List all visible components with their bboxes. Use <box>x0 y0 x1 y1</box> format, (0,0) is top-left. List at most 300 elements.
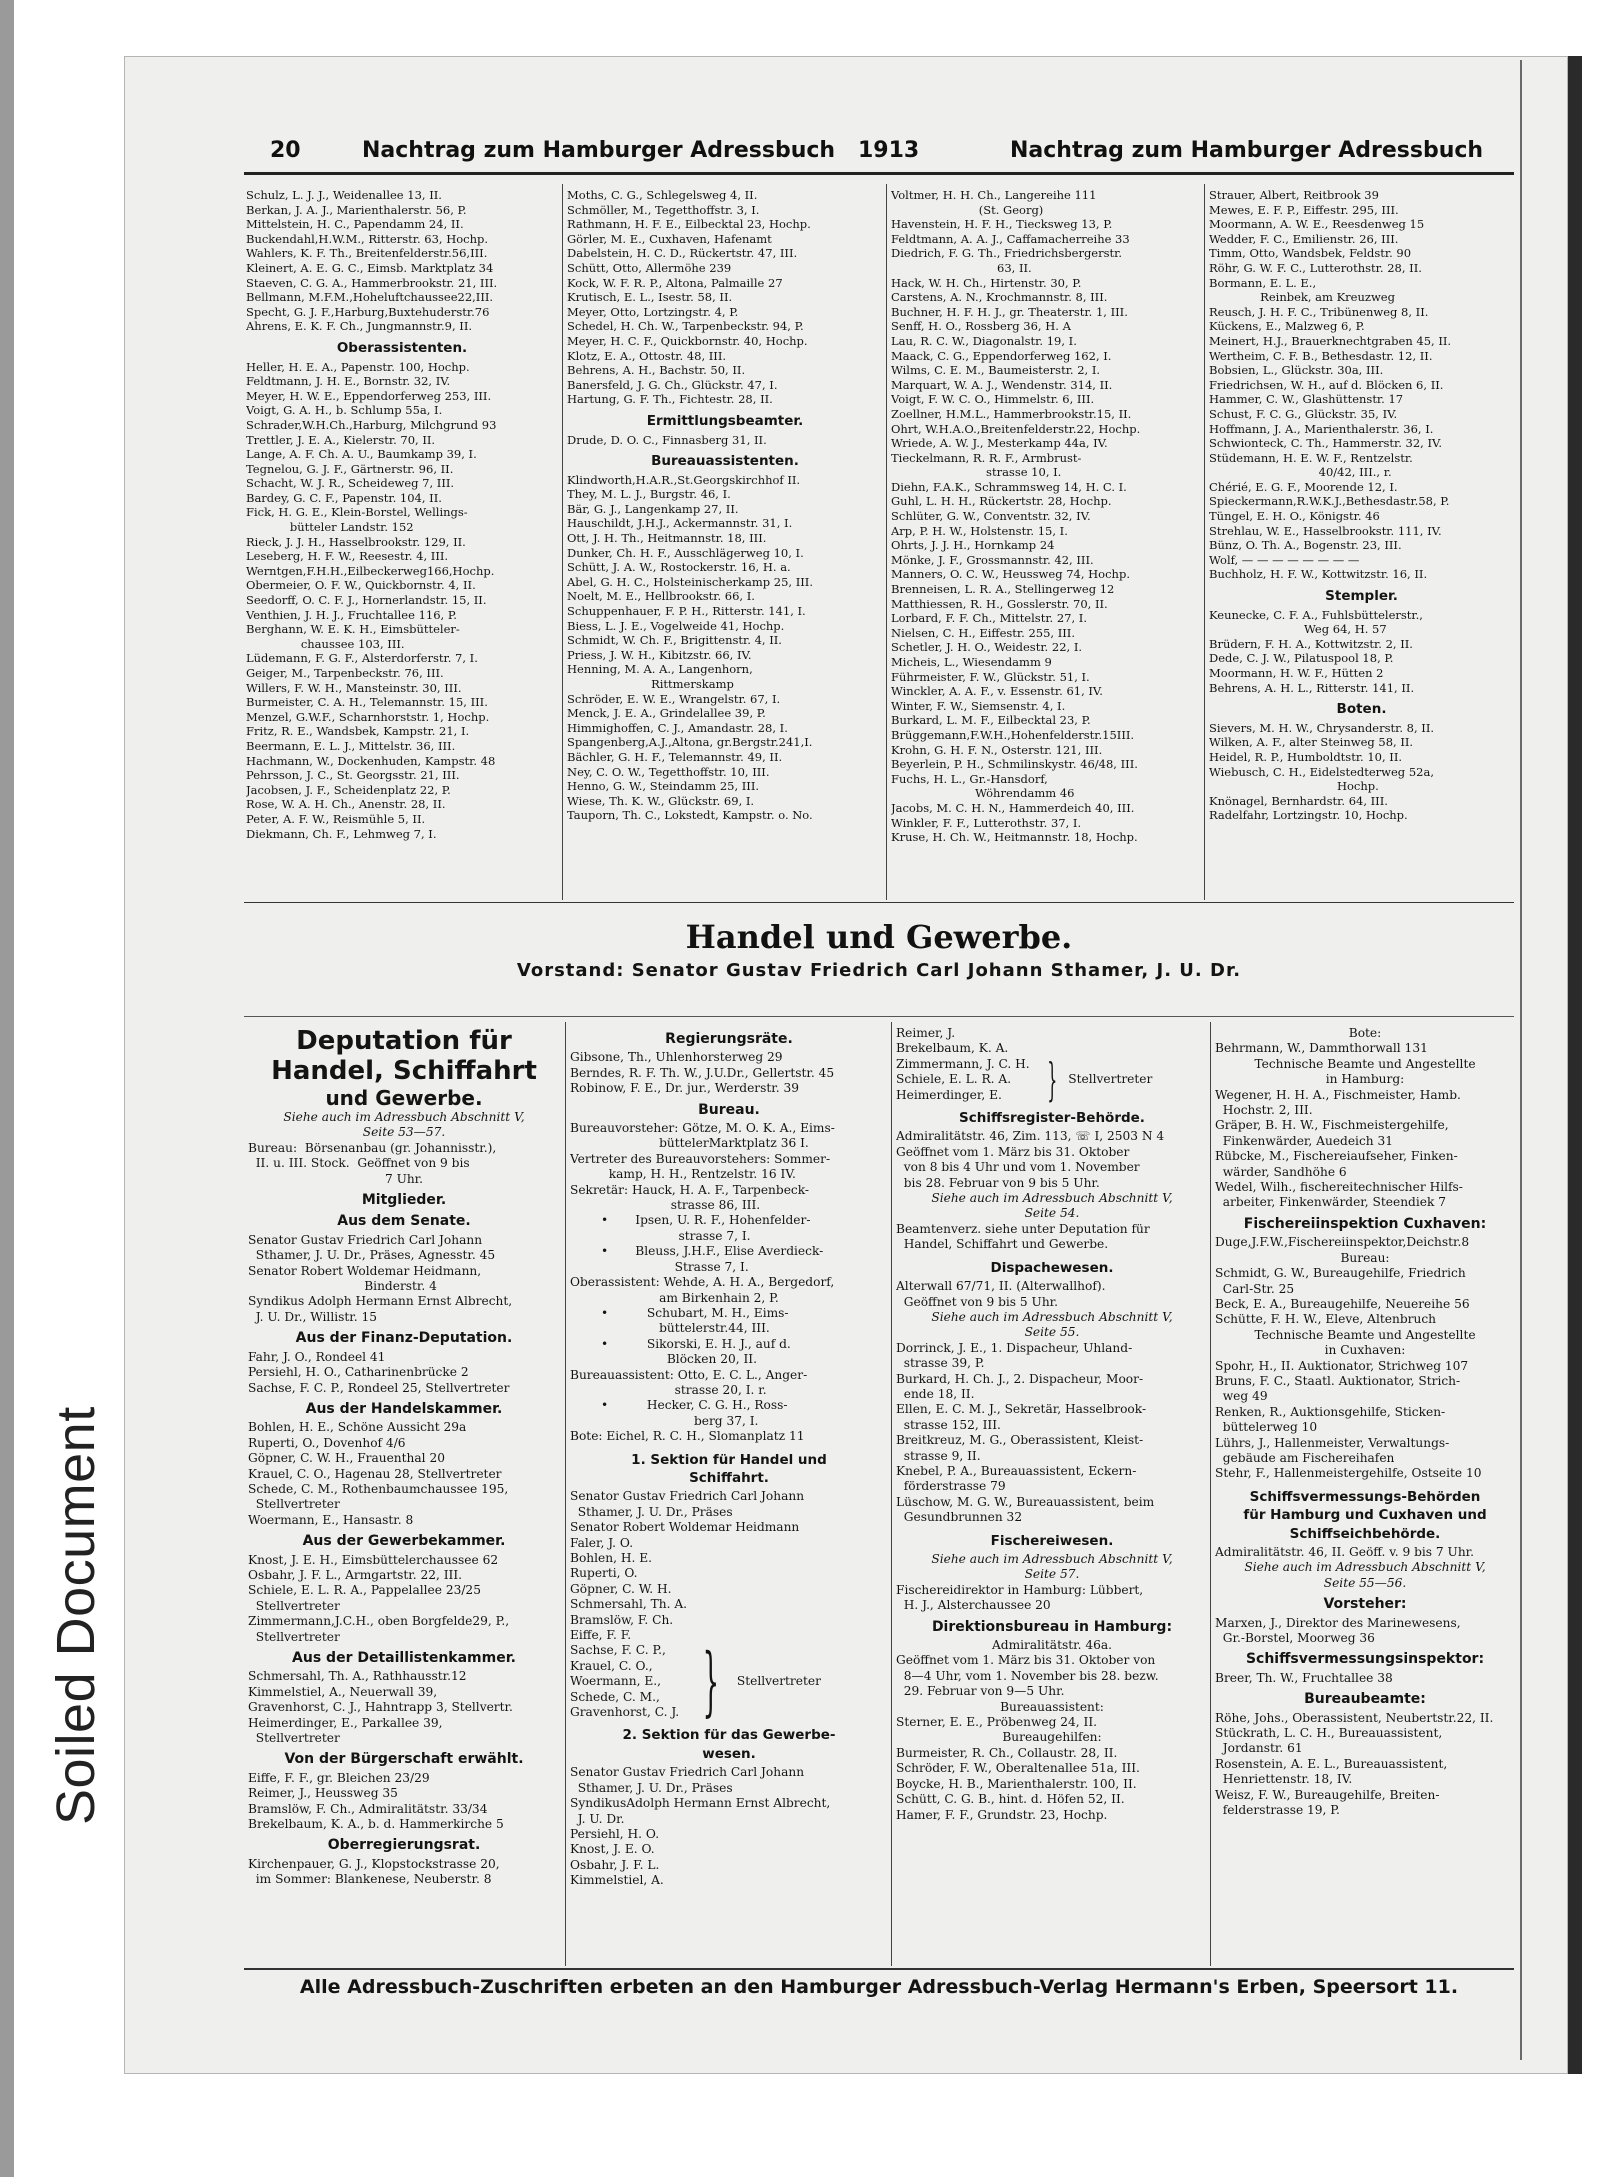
entry-line: weg 49 <box>1215 1389 1268 1404</box>
top-column-2 <box>567 188 883 900</box>
entry-line: Voigt, F. W. C. O., Himmelstr. 6, III. <box>891 392 1095 407</box>
section-heading: Ermittlungsbeamter. <box>646 412 804 429</box>
entry-line: Boycke, H. B., Marienthalerstr. 100, II. <box>896 1776 1137 1791</box>
entry-line: Bünz, O. Th. A., Bogenstr. 23, III. <box>1209 538 1402 553</box>
entry-line: Osbahr, J. F. L., Armgartstr. 22, III. <box>248 1567 463 1582</box>
entry-line: Reinbek, am Kreuzweg <box>1209 290 1395 305</box>
entry-line: Tauporn, Th. C., Lokstedt, Kampstr. o. No. <box>567 808 813 823</box>
entry-line: Senator Robert Woldemar Heidmann <box>570 1520 800 1535</box>
entry-line: Specht, G. J. F.,Harburg,Buxtehuderstr.76 <box>246 304 490 319</box>
entry-line: Kock, W. F. R. P., Altona, Palmaille 27 <box>567 275 783 290</box>
entry-line: Duge,J.F.W.,Fischereiinspektor,Deichstr.8 <box>1215 1235 1470 1250</box>
entry-line: SyndikusAdolph Hermann Ernst Albrecht, <box>570 1796 831 1811</box>
section-rule <box>244 902 1514 903</box>
entry-line: Marquart, W. A. J., Wendenstr. 314, II. <box>891 377 1113 392</box>
entry-line: • Ipsen, U. R. F., Hohenfelder- <box>570 1213 811 1228</box>
entry-line: Wolf, — — — — — — — — <box>1209 552 1360 567</box>
entry-line: Bächler, G. H. F., Telemannstr. 49, II. <box>567 749 783 764</box>
entry-line: Sekretär: Hauck, H. A. F., Tarpenbeck- <box>570 1182 810 1197</box>
section-heading: Bureau. <box>698 1101 760 1118</box>
entry-line: Heimerdinger, E., Parkallee 39, <box>248 1715 443 1730</box>
entry-line: Fuchs, H. L., Gr.-Hansdorf, <box>891 771 1048 786</box>
entry-line: Kruse, H. Ch. W., Heitmannstr. 18, Hochp. <box>891 830 1138 845</box>
entry-line: strasse 10, I. <box>891 465 1062 480</box>
entry-line: Bureau: Börsenanbau (gr. Johannisstr.), <box>248 1140 497 1155</box>
entry-line: Gravenhorst, C. J., Hahntrapp 3, Stellvertr. <box>248 1700 513 1715</box>
entry-line: Bruns, F. C., Staatl. Auktionator, Strich- <box>1215 1373 1461 1388</box>
entry-line: wärder, Sandhöhe 6 <box>1215 1164 1347 1179</box>
entry-line: Brekelbaum, K. A. <box>896 1041 1009 1056</box>
entry-line: Diekmann, Ch. F., Lehmweg 7, I. <box>246 826 437 841</box>
entry-line: Gibsone, Th., Uhlenhorsterweg 29 <box>570 1050 783 1065</box>
entry-line: Oberassistent: Wehde, A. H. A., Bergedorf, <box>570 1275 835 1290</box>
entry-line: Kimmelstiel, A., Neuerwall 39, <box>248 1684 438 1699</box>
entry-line: Sachse, F. C. P., <box>570 1643 666 1658</box>
centered-line: Bureau: <box>1340 1250 1390 1265</box>
entry-line: Wilken, A. F., alter Steinweg 58, II. <box>1209 735 1414 750</box>
entry-line: Knönagel, Bernhardstr. 64, III. <box>1209 793 1388 808</box>
entry-line: Hochstr. 2, III. <box>1215 1103 1313 1118</box>
entry-line: Drude, D. O. C., Finnasberg 31, II. <box>567 432 767 447</box>
entry-line: strasse 20, I. r. <box>570 1382 767 1397</box>
entry-line: Geöffnet vom 1. März bis 31. Oktober <box>896 1144 1130 1159</box>
entry-line: Ellen, E. C. M. J., Sekretär, Hasselbrook- <box>896 1402 1147 1417</box>
entry-line: Friedrichsen, W. H., auf d. Blöcken 6, II. <box>1209 377 1444 392</box>
section-heading: Mitglieder. <box>361 1192 447 1209</box>
entry-line: Marxen, J., Direktor des Marinewesens, <box>1215 1615 1461 1630</box>
entry-line: Tüngel, E. H. O., Königstr. 46 <box>1209 509 1380 524</box>
entry-line: Schlüter, G. W., Conventstr. 32, IV. <box>891 509 1091 524</box>
entry-line: Bote: Eichel, R. C. H., Slomanplatz 11 <box>570 1429 805 1444</box>
entry-line: Schetler, J. H. O., Weidestr. 22, I. <box>891 640 1083 655</box>
entry-line: Schwionteck, C. Th., Hammerstr. 32, IV. <box>1209 436 1442 451</box>
entry-line: Voltmer, H. H. Ch., Langereihe 111 <box>891 188 1097 202</box>
entry-line: strasse 7, I. <box>570 1228 751 1243</box>
entry-line: Rittmerskamp <box>567 677 734 691</box>
entry-line: Menck, J. E. A., Grindelallee 39, P. <box>567 706 766 721</box>
entry-line: Meyer, H. C. F., Quickbornstr. 40, Hochp. <box>567 333 808 348</box>
entry-line: Hamer, F. F., Grundstr. 23, Hochp. <box>896 1807 1108 1822</box>
cross-reference-note: Seite 55—56. <box>1323 1575 1407 1590</box>
entry-line: Strehlau, W. E., Hasselbrookstr. 111, IV. <box>1209 523 1442 538</box>
entry-line: Henriettenstr. 18, IV. <box>1215 1772 1353 1787</box>
entry-line: Feldtmann, A. A. J., Caffamacherreihe 33 <box>891 231 1130 246</box>
page-number: 20 <box>270 138 301 163</box>
entry-line: Krauel, C. O., Hagenau 28, Stellvertreter <box>248 1466 502 1481</box>
entry-line: Leseberg, H. F. W., Reesestr. 4, III. <box>246 549 449 564</box>
entry-line: • Bleuss, J.H.F., Elise Averdieck- <box>570 1244 824 1259</box>
entry-line: Senator Gustav Friedrich Carl Johann <box>570 1765 805 1780</box>
entry-line: Senff, H. O., Rossberg 36, H. A <box>891 319 1071 334</box>
entry-line: Gesundbrunnen 32 <box>896 1510 1023 1525</box>
entry-line: Timm, Otto, Wandsbek, Feldstr. 90 <box>1209 246 1412 261</box>
entry-line: Trettler, J. E. A., Kielerstr. 70, II. <box>246 432 436 447</box>
entry-line: Bureauvorsteher: Götze, M. O. K. A., Eims- <box>570 1121 835 1136</box>
entry-line: Seedorff, O. C. F. J., Hornerlandstr. 15, II. <box>246 593 487 608</box>
entry-line: Schiele, E. L. R. A. <box>896 1072 1012 1087</box>
entry-line: Stellvertreter <box>248 1629 340 1644</box>
entry-line: Banersfeld, J. G. Ch., Glückstr. 47, I. <box>567 377 778 392</box>
entry-line: Fahr, J. O., Rondeel 41 <box>248 1349 386 1364</box>
entry-line: Rosenstein, A. E. L., Bureauassistent, <box>1215 1756 1448 1771</box>
entry-line: Gr.-Borstel, Moorweg 36 <box>1215 1631 1375 1646</box>
entry-line: Eiffe, F. F., gr. Bleichen 23/29 <box>248 1770 430 1785</box>
bottom-column-2 <box>570 1026 888 1962</box>
top-column-1 <box>246 188 558 900</box>
entry-line: Werntgen,F.H.H.,Eilbeckerweg166,Hochp. <box>246 563 495 578</box>
entry-line: Bureauassistent: Otto, E. C. L., Anger- <box>570 1367 808 1382</box>
entry-line: Persiehl, H. O., Catharinenbrücke 2 <box>248 1365 469 1380</box>
entry-line: Nielsen, C. H., Eiffestr. 255, III. <box>891 625 1076 640</box>
book-spine <box>1568 56 1582 2074</box>
entry-line: Hauschildt, J.H.J., Ackermannstr. 31, I. <box>567 516 793 531</box>
entry-line: Wriede, A. W. J., Mesterkamp 44a, IV. <box>891 436 1108 451</box>
entry-line: Senator Robert Woldemar Heidmann, <box>248 1263 482 1278</box>
entry-line: Tieckelmann, R. R. F., Armbrust- <box>891 450 1082 465</box>
entry-line: Schedel, H. Ch. W., Tarpenbeckstr. 94, P. <box>567 319 804 334</box>
entry-line: Handel, Schiffahrt und Gewerbe. <box>896 1237 1109 1252</box>
entry-line: Moths, C. G., Schlegelsweg 4, II. <box>567 188 758 202</box>
entry-line: Beck, E. A., Bureaugehilfe, Neuereihe 56 <box>1215 1296 1470 1311</box>
entry-line: Wilms, C. E. M., Baumeisterstr. 2, I. <box>891 363 1101 378</box>
entry-line: Geöffnet vom 1. März bis 31. Oktober von <box>896 1653 1156 1668</box>
entry-line: Gravenhorst, C. J. <box>570 1705 680 1720</box>
entry-line: Heidel, R. P., Humboldtstr. 10, II. <box>1209 749 1403 764</box>
entry-line: Priess, J. W. H., Kibitzstr. 66, IV. <box>567 647 752 662</box>
entry-line: Matthiessen, R. H., Gosslerstr. 70, II. <box>891 596 1108 611</box>
entry-line: Eiffe, F. F. <box>570 1628 632 1643</box>
entry-line: Dabelstein, H. C. D., Rückertstr. 47, III. <box>567 246 798 261</box>
section-heading: wesen. <box>702 1745 756 1762</box>
section-heading: für Hamburg und Cuxhaven und <box>1243 1507 1487 1524</box>
stellvertreter-label: Stellvertreter <box>1068 1072 1153 1087</box>
entry-line: Admiralitätstr. 46, II. Geöff. v. 9 bis 7 Uhr. <box>1215 1545 1475 1559</box>
centered-line: Technische Beamte und Angestellte <box>1254 1056 1476 1071</box>
entry-line: Bardey, G. C. F., Papenstr. 104, II. <box>246 490 442 505</box>
entry-line: Beermann, E. L. J., Mittelstr. 36, III. <box>246 738 456 753</box>
entry-line: Blöcken 20, II. <box>570 1352 757 1367</box>
entry-line: büttelerMarktplatz 36 I. <box>570 1136 809 1151</box>
section-heading: Aus der Finanz-Deputation. <box>295 1330 513 1347</box>
entry-line: von 8 bis 4 Uhr und vom 1. November <box>896 1160 1140 1175</box>
cross-reference-note: Siehe auch im Adressbuch Abschnitt V, <box>931 1552 1173 1566</box>
main-title: Handel und Gewerbe. <box>685 918 1073 956</box>
entry-line: Schmersahl, Th. A. <box>570 1597 688 1612</box>
section-heading: Schiffsvermessungs-Behörden <box>1249 1488 1481 1505</box>
entry-line: felderstrasse 19, P. <box>1215 1803 1340 1818</box>
entry-line: Binderstr. 4 <box>248 1279 437 1294</box>
column-divider <box>1204 184 1205 900</box>
entry-line: Tegnelou, G. J. F., Gärtnerstr. 96, II. <box>246 461 454 476</box>
entry-line: strasse 86, III. <box>570 1198 761 1213</box>
entry-line: strasse 39, P. <box>896 1356 985 1371</box>
entry-line: Führmeister, F. W., Glückstr. 51, I. <box>891 669 1090 684</box>
deputation-title: und Gewerbe. <box>325 1086 483 1110</box>
entry-line: Diehn, F.A.K., Schrammsweg 14, H. C. I. <box>891 479 1127 494</box>
entry-line: Willers, F. W. H., Mansteinstr. 30, III. <box>246 680 462 695</box>
deputation-title: Deputation für <box>296 1026 512 1056</box>
entry-line: Henno, G. W., Steindamm 25, III. <box>567 779 760 794</box>
entry-line: Sterner, E. E., Pröbenweg 24, II. <box>896 1715 1098 1730</box>
entry-line: Stellvertreter <box>248 1497 340 1512</box>
page-edge <box>1520 60 1522 2060</box>
entry-line: Sachse, F. C. P., Rondeel 25, Stellvertreter <box>248 1380 510 1395</box>
entry-line: Fischereidirektor in Hamburg: Lübbert, <box>896 1582 1144 1597</box>
entry-line: Bär, G. J., Langenkamp 27, II. <box>567 501 739 516</box>
section-heading: Dispachewesen. <box>990 1259 1114 1276</box>
entry-line: • Sikorski, E. H. J., auf d. <box>570 1336 791 1351</box>
entry-line: Senator Gustav Friedrich Carl Johann <box>570 1489 805 1504</box>
entry-line: Dede, C. J. W., Pilatuspool 18, P. <box>1209 651 1394 666</box>
entry-line: Sthamer, J. U. Dr., Präses <box>570 1504 733 1519</box>
entry-line: Breitkreuz, M. G., Oberassistent, Kleist- <box>896 1433 1144 1448</box>
entry-line: (St. Georg) <box>891 202 1044 217</box>
centered-line: Bureauassistent: <box>1000 1699 1104 1714</box>
cross-reference-note: Seite 53—57. <box>362 1125 446 1140</box>
cross-reference-note: Siehe auch im Adressbuch Abschnitt V, <box>283 1110 525 1124</box>
entry-line: Ott, J. H. Th., Heitmannstr. 18, III. <box>567 531 767 546</box>
entry-line: Wertheim, C. F. B., Bethesdastr. 12, II. <box>1209 348 1433 363</box>
entry-line: Renken, R., Auktionsgehilfe, Sticken- <box>1215 1404 1446 1419</box>
entry-line: Stüdemann, H. E. W. F., Rentzelstr. <box>1209 450 1413 465</box>
entry-line: berg 37, I. <box>570 1413 759 1428</box>
entry-line: Ohrts, J. J. H., Hornkamp 24 <box>891 538 1055 553</box>
entry-line: Hochp. <box>1209 779 1379 794</box>
entry-line: Mewes, E. F. P., Eiffestr. 295, III. <box>1209 202 1399 217</box>
entry-line: Wöhrendamm 46 <box>891 786 1075 801</box>
entry-line: Krauel, C. O., <box>570 1658 653 1673</box>
entry-line: Beamtenverz. siehe unter Deputation für <box>896 1221 1150 1236</box>
section-heading: Boten. <box>1336 701 1387 718</box>
entry-line: Berghann, W. E. K. H., Eimsbütteler- <box>246 622 460 637</box>
entry-line: Burkard, L. M. F., Eilbecktal 23, P. <box>891 713 1091 728</box>
entry-line: Hartung, G. F. Th., Fichtestr. 28, II. <box>567 392 773 407</box>
header-year: 1913 <box>858 138 920 163</box>
top-column-3 <box>891 188 1201 900</box>
entry-line: strasse 9, II. <box>896 1448 981 1463</box>
entry-line: im Sommer: Blankenese, Neuberstr. 8 <box>248 1872 492 1887</box>
entry-line: Stückrath, L. C. H., Bureauassistent, <box>1215 1726 1443 1741</box>
entry-line: Jacobs, M. C. H. N., Hammerdeich 40, III. <box>891 800 1135 815</box>
centered-line: Bote: <box>1348 1026 1382 1040</box>
entry-line: Jordanstr. 61 <box>1215 1741 1303 1756</box>
cross-reference-note: Seite 57. <box>1024 1567 1080 1582</box>
entry-line: Radelfahr, Lortzingstr. 10, Hochp. <box>1209 808 1408 823</box>
brace-icon: } <box>1046 1053 1057 1107</box>
entry-line: Bormann, E. L. E., <box>1209 275 1317 290</box>
entry-line: Schmidt, W. Ch. F., Brigittenstr. 4, II. <box>567 633 782 648</box>
entry-line: Manners, O. C. W., Heussweg 74, Hochp. <box>891 567 1130 582</box>
entry-line: Wedel, Wilh., fischereitechnischer Hilfs- <box>1215 1180 1463 1195</box>
entry-line: Beyerlein, P. H., Schmilinskystr. 46/48, III. <box>891 757 1138 772</box>
entry-line: Kleinert, A. E. G. C., Eimsb. Marktplatz 34 <box>246 260 494 275</box>
centered-line: 7 Uhr. <box>384 1171 424 1186</box>
entry-line: Weg 64, H. 57 <box>1209 622 1387 637</box>
entry-line: Burmeister, R. Ch., Collaustr. 28, II. <box>896 1745 1118 1760</box>
entry-line: Meyer, H. W. E., Eppendorferweg 253, III. <box>246 388 492 403</box>
entry-line: bütteler Landstr. 152 <box>246 520 414 535</box>
entry-line: Arp, P. H. W., Holstenstr. 15, I. <box>891 523 1068 538</box>
grouped-entries <box>570 1637 888 1726</box>
entry-line: Meinert, H.J., Brauerknechtgraben 45, II. <box>1209 333 1452 348</box>
entry-line: Winkler, F. F., Lutterothstr. 37, I. <box>891 815 1082 830</box>
entry-line: Schede, C. M., Rothenbaumchaussee 195, <box>248 1481 509 1496</box>
entry-line: Schust, F. C. G., Glückstr. 35, IV. <box>1209 406 1398 421</box>
entry-line: Schuppenhauer, F. P. H., Ritterstr. 141, I. <box>567 604 806 619</box>
entry-line: Ney, C. O. W., Tegetthoffstr. 10, III. <box>567 764 770 779</box>
entry-line: Menzel, G.W.F., Scharnhorststr. 1, Hochp. <box>246 709 490 724</box>
entry-line: Bobsien, L., Glückstr. 30a, III. <box>1209 363 1384 378</box>
entry-line: Brüggemann,F.W.H.,Hohenfelderstr.15III. <box>891 727 1135 742</box>
entry-line: gebäude am Fischereihafen <box>1215 1450 1395 1465</box>
entry-line: Woermann, E., Hansastr. 8 <box>248 1512 414 1527</box>
entry-line: Zimmermann,J.C.H., oben Borgfelde29, P., <box>248 1614 510 1629</box>
entry-line: Stehr, F., Hallenmeistergehilfe, Ostseite 10 <box>1215 1466 1482 1481</box>
entry-line: Hoffmann, J. A., Marienthalerstr. 36, I. <box>1209 421 1434 436</box>
entry-line: Behrens, A. H. L., Ritterstr. 141, II. <box>1209 680 1415 695</box>
footer-notice: Alle Adressbuch-Zuschriften erbeten an den Hamburger Adressbuch-Verlag Hermann's Erben, Speersort 11. <box>299 1976 1459 1998</box>
entry-line: H. J., Alsterchaussee 20 <box>896 1598 1051 1613</box>
entry-line: Faler, J. O. <box>570 1535 634 1550</box>
cross-reference-note: Siehe auch im Adressbuch Abschnitt V, <box>1244 1560 1486 1575</box>
entry-line: 29. Februar von 9—5 Uhr. <box>896 1684 1065 1699</box>
entry-line: Schütte, F. H. W., Eleve, Altenbruch <box>1215 1312 1436 1327</box>
cross-reference-note: Seite 54. <box>1024 1206 1080 1221</box>
scan-border <box>0 0 14 2177</box>
entry-line: Bohlen, H. E. <box>570 1551 652 1565</box>
section-heading: Direktionsbureau in Hamburg: <box>931 1618 1173 1635</box>
entry-line: Chérié, E. G. F., Moorende 12, I. <box>1209 479 1398 494</box>
entry-line: Schmöller, M., Tegetthoffstr. 3, I. <box>567 202 760 217</box>
entry-line: Wiebusch, C. H., Eidelstedterweg 52a, <box>1209 764 1434 779</box>
entry-line: strasse 152, III. <box>896 1417 1001 1432</box>
entry-line: Lorbard, F. F. Ch., Mittelstr. 27, I. <box>891 611 1088 626</box>
section-heading: Stempler. <box>1325 588 1398 605</box>
entry-line: Weisz, F. W., Bureaugehilfe, Breiten- <box>1215 1787 1440 1802</box>
entry-line: Bellmann, M.F.M.,Hoheluftchaussee22,III. <box>246 290 494 305</box>
entry-line: Noelt, M. E., Hellbrookstr. 66, I. <box>567 589 755 604</box>
entry-line: Spangenberg,A.J.,Altona, gr.Bergstr.241,I. <box>567 735 813 750</box>
entry-line: J. U. Dr., Willistr. 15 <box>248 1309 378 1324</box>
entry-line: Meyer, Otto, Lortzingstr. 4, P. <box>567 304 739 319</box>
entry-line: Lührs, J., Hallenmeister, Verwaltungs- <box>1215 1435 1450 1450</box>
entry-line: Admiralitätstr. 46, Zim. 113, ☏ I, 2503 N 4 <box>896 1129 1165 1144</box>
entry-line: Maack, C. G., Eppendorferweg 162, I. <box>891 348 1112 363</box>
entry-line: Sthamer, J. U. Dr., Präses, Agnesstr. 45 <box>248 1248 496 1263</box>
entry-line: Wiese, Th. K. W., Glückstr. 69, I. <box>567 793 755 808</box>
entry-line: Persiehl, H. O. <box>570 1826 660 1841</box>
column-divider <box>891 1022 892 1966</box>
entry-line: Fick, H. G. E., Klein-Borstel, Wellings- <box>246 505 468 520</box>
entry-line: Bramslöw, F. Ch., Admiralitätstr. 33/34 <box>248 1801 488 1816</box>
centered-line: in Hamburg: <box>1325 1072 1405 1087</box>
entry-line: Burmeister, C. A. H., Telemannstr. 15, III. <box>246 695 488 710</box>
section-heading: Schiffsregister-Behörde. <box>959 1110 1145 1127</box>
section-heading: Von der Bürgerschaft erwählt. <box>284 1751 524 1768</box>
top-column-4 <box>1209 188 1514 900</box>
centered-line: Technische Beamte und Angestellte <box>1254 1327 1476 1342</box>
entry-line: Abel, G. H. C., Holsteinischerkamp 25, III. <box>567 574 813 589</box>
entry-line: Stellvertreter <box>248 1598 340 1613</box>
entry-line: Rose, W. A. H. Ch., Anenstr. 28, II. <box>246 797 446 812</box>
centered-line: in Cuxhaven: <box>1324 1343 1406 1358</box>
entry-line: Wegener, H. H. A., Fischmeister, Hamb. <box>1215 1087 1461 1102</box>
entry-line: Jacobsen, J. F., Scheidenplatz 22, P. <box>246 782 451 797</box>
entry-line: Pehrsson, J. C., St. Georgsstr. 21, III. <box>246 768 460 783</box>
entry-line: Kückens, E., Malzweg 6, P. <box>1209 319 1365 334</box>
entry-line: Guhl, L. H. H., Rückertstr. 28, Hochp. <box>891 494 1112 509</box>
entry-line: Knost, J. E. H., Eimsbüttelerchaussee 62 <box>248 1552 499 1567</box>
section-heading: Bureauassistenten. <box>651 453 799 470</box>
entry-line: förderstrasse 79 <box>896 1479 1006 1494</box>
entry-line: büttelerstr.44, III. <box>570 1321 770 1336</box>
column-divider <box>565 1022 566 1966</box>
entry-line: Schütt, J. A. W., Rostockerstr. 16, H. a. <box>567 560 791 575</box>
entry-line: Burkard, H. Ch. J., 2. Dispacheur, Moor- <box>896 1371 1144 1386</box>
entry-line: Buchner, H. F. H. J., gr. Theaterstr. 1, III. <box>891 304 1128 319</box>
entry-line: Brekelbaum, K. A., b. d. Hammerkirche 5 <box>248 1817 504 1832</box>
entry-line: J. U. Dr. <box>570 1811 625 1826</box>
section-heading: Oberregierungsrat. <box>327 1837 481 1854</box>
section-heading: 1. Sektion für Handel und <box>631 1451 827 1468</box>
entry-line: Fritz, R. E., Wandsbek, Kampstr. 21, I. <box>246 724 470 739</box>
entry-line: Geöffnet von 9 bis 5 Uhr. <box>896 1294 1059 1309</box>
section-heading: 2. Sektion für das Gewerbe- <box>622 1727 836 1744</box>
entry-line: 40/42, III., r. <box>1209 465 1392 480</box>
entry-line: chaussee 103, III. <box>246 636 405 651</box>
entry-line: Feldtmann, J. H. E., Bornstr. 32, IV. <box>246 374 451 389</box>
entry-line: Alterwall 67/71, II. (Alterwallhof). <box>896 1279 1106 1294</box>
entry-line: Moormann, A. W. E., Reesdenweg 15 <box>1209 217 1425 232</box>
entry-line: büttelerweg 10 <box>1215 1420 1318 1435</box>
header-rule <box>244 172 1514 175</box>
entry-line: Buchholz, H. F. W., Kottwitzstr. 16, II. <box>1209 567 1428 582</box>
entry-line: Voigt, G. A. H., b. Schlump 55a, I. <box>246 403 443 418</box>
entry-line: Syndikus Adolph Hermann Ernst Albrecht, <box>248 1294 513 1309</box>
section-heading: Schiffsvermessungsinspektor: <box>1245 1651 1485 1668</box>
entry-line: am Birkenhain 2, P. <box>570 1290 779 1305</box>
entry-line: bis 28. Februar von 9 bis 5 Uhr. <box>896 1175 1100 1190</box>
vorstand-line: Vorstand: Senator Gustav Friedrich Carl Johann Sthamer, J. U. Dr. <box>516 960 1242 981</box>
entry-line: Schacht, W. J. R., Scheideweg 7, III. <box>246 476 455 491</box>
entry-line: Klotz, E. A., Ottostr. 48, III. <box>567 348 727 363</box>
entry-line: Lau, R. C. W., Diagonalstr. 19, I. <box>891 333 1077 348</box>
entry-line: Knebel, P. A., Bureauassistent, Eckern- <box>896 1463 1137 1478</box>
entry-line: Rieck, J. J. H., Hasselbrookstr. 129, II. <box>246 534 466 549</box>
entry-line: Schmidt, G. W., Bureaugehilfe, Friedrich <box>1215 1266 1466 1281</box>
entry-line: Heller, H. E. A., Papenstr. 100, Hochp. <box>246 359 470 374</box>
section-heading: Aus der Detaillistenkammer. <box>292 1650 516 1666</box>
section-heading: Schiffahrt. <box>689 1469 769 1486</box>
entry-line: Micheis, L., Wiesendamm 9 <box>891 655 1052 669</box>
entry-line: Röhr, G. W. F. C., Lutterothstr. 28, II. <box>1209 260 1422 275</box>
entry-line: Ruperti, O., Dovenhof 4/6 <box>248 1435 406 1450</box>
entry-line: Behrmann, W., Dammthorwall 131 <box>1215 1041 1428 1056</box>
entry-line: Göpner, C. W. H. <box>570 1581 672 1596</box>
entry-line: Strauer, Albert, Reitbrook 39 <box>1209 188 1379 202</box>
entry-line: Winckler, A. A. F., v. Essenstr. 61, IV. <box>891 684 1103 699</box>
entry-line: Carstens, A. N., Krochmannstr. 8, III. <box>891 290 1108 305</box>
entry-line: Bramslöw, F. Ch. <box>570 1612 674 1627</box>
entry-line: Woermann, E., <box>570 1674 661 1689</box>
entry-line: Brenneisen, L. R. A., Stellingerweg 12 <box>891 582 1115 597</box>
footer-rule <box>244 1968 1514 1970</box>
entry-line: Krutisch, E. L., Isestr. 58, II. <box>567 290 733 305</box>
entry-line: Schmersahl, Th. A., Rathhausstr.12 <box>248 1669 467 1684</box>
entry-line: Lange, A. F. Ch. A. U., Baumkamp 39, I. <box>246 447 477 462</box>
entry-line: Zimmermann, J. C. H. <box>896 1056 1030 1071</box>
deputation-title: Handel, Schiffahrt <box>271 1056 537 1086</box>
